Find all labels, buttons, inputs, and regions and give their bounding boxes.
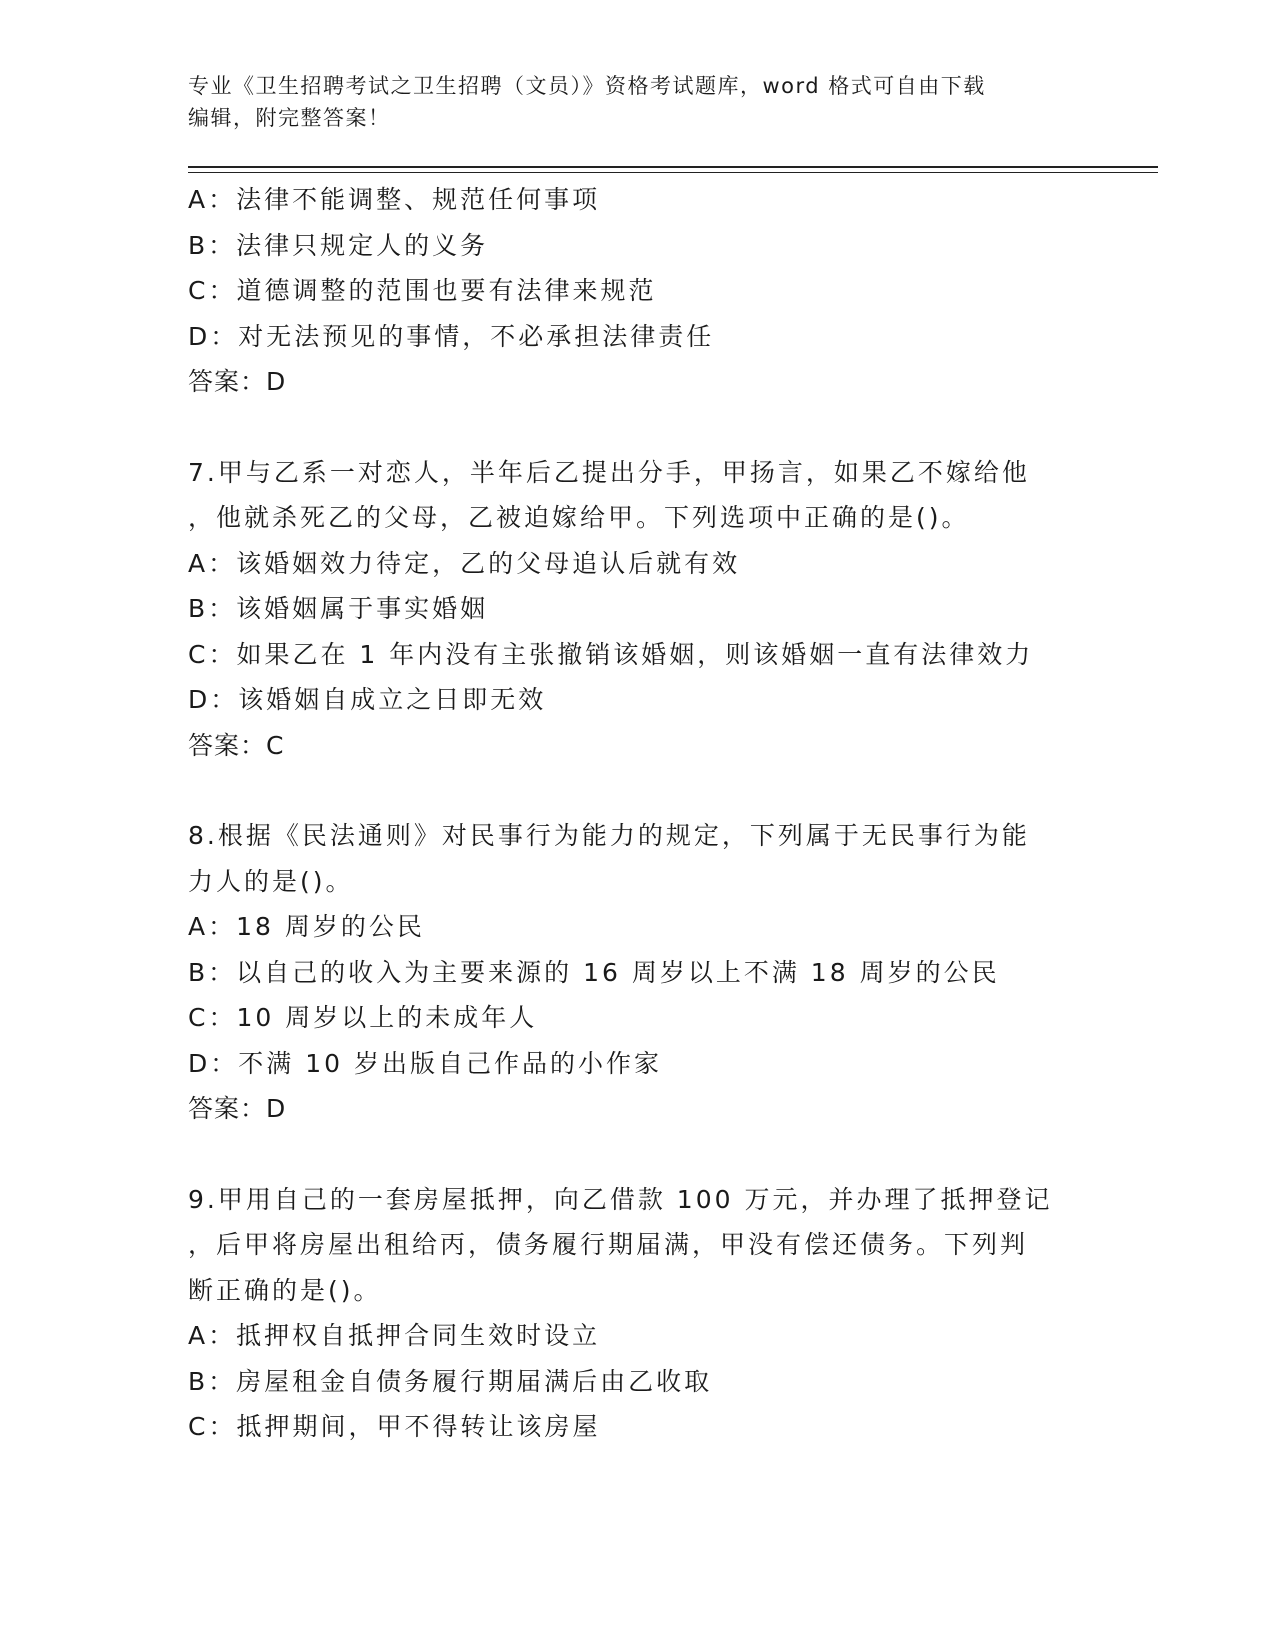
option-b: B：房屋租金自债务履行期届满后由乙收取	[188, 1366, 713, 1396]
question-stem-line: ，他就杀死乙的父母，乙被迫嫁给甲。下列选项中正确的是()。	[188, 503, 970, 532]
option-c: C：10 周岁以上的未成年人	[188, 1003, 538, 1032]
question-8	[188, 813, 1158, 1132]
option-a: A：18 周岁的公民	[188, 912, 425, 941]
option-d: D：对无法预见的事情，不必承担法律责任	[188, 321, 715, 351]
header-line-2: 编辑，附完整答案！	[188, 106, 391, 130]
question-stem-line: 7.甲与乙系一对恋人，半年后乙提出分手，甲扬言，如果乙不嫁给他	[188, 457, 1030, 487]
answer-line: 答案：C	[188, 730, 285, 760]
question-6	[188, 177, 1158, 405]
option-c: C：道德调整的范围也要有法律来规范	[188, 276, 657, 305]
question-7	[188, 450, 1158, 769]
option-a: A：法律不能调整、规范任何事项	[188, 185, 601, 214]
question-list	[188, 177, 1158, 1450]
question-stem-line: 9.甲用自己的一套房屋抵押，向乙借款 100 万元，并办理了抵押登记	[188, 1184, 1053, 1214]
option-b: B：该婚姻属于事实婚姻	[188, 594, 489, 623]
answer-line: 答案：D	[188, 1094, 287, 1123]
question-9	[188, 1177, 1158, 1450]
option-d: D：不满 10 岁出版自己作品的小作家	[188, 1048, 662, 1078]
option-b: B：以自己的收入为主要来源的 16 周岁以上不满 18 周岁的公民	[188, 957, 1000, 987]
header-line-1: 专业《卫生招聘考试之卫生招聘（文员）》资格考试题库，word 格式可自由下载	[188, 74, 986, 98]
document-header	[188, 70, 1068, 134]
question-stem-line: 断正确的是()。	[188, 1275, 382, 1305]
document-page	[188, 70, 1158, 1450]
option-b: B：法律只规定人的义务	[188, 230, 489, 260]
option-d: D：该婚姻自成立之日即无效	[188, 685, 547, 714]
question-stem-line: ，后甲将房屋出租给丙，债务履行期届满，甲没有偿还债务。下列判	[188, 1230, 1029, 1259]
option-c: C：抵押期间，甲不得转让该房屋	[188, 1412, 601, 1441]
option-a: A：抵押权自抵押合同生效时设立	[188, 1321, 601, 1350]
answer-line: 答案：D	[188, 367, 287, 396]
question-stem-line: 8.根据《民法通则》对民事行为能力的规定，下列属于无民事行为能	[188, 821, 1030, 850]
question-stem-line: 力人的是()。	[188, 866, 354, 896]
option-a: A：该婚姻效力待定，乙的父母追认后就有效	[188, 548, 741, 578]
header-divider	[188, 166, 1158, 173]
option-c: C：如果乙在 1 年内没有主张撤销该婚姻，则该婚姻一直有法律效力	[188, 639, 1034, 669]
